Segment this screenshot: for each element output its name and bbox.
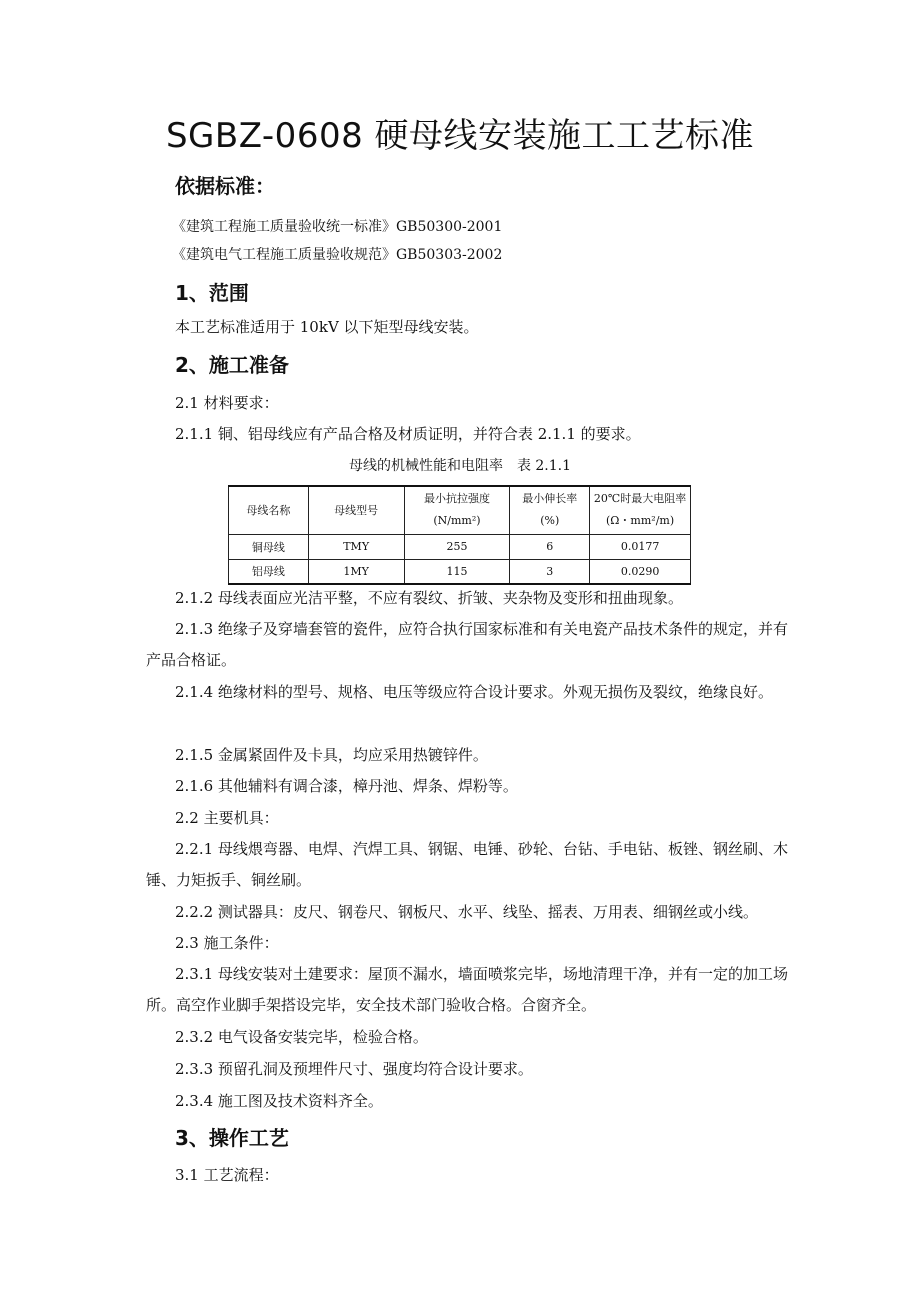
- table-cell: 铜母线: [229, 534, 309, 559]
- table-cell: 0.0290: [590, 559, 691, 584]
- para-2-3-2: 2.3.2 电气设备安装完毕，检验合格。: [175, 1028, 428, 1046]
- para-2-1-6: 2.1.6 其他辅料有调合漆，樟丹池、焊条、焊粉等。: [175, 777, 518, 795]
- mechanical-properties-table: [228, 485, 691, 585]
- header-busbar-name: 母线名称: [229, 486, 309, 534]
- para-2-2-1: 2.2.1 母线煨弯器、电焊、汽焊工具、钢锯、电锤、砂轮、台钻、手电钻、板锉、钢丝刷、木锤、力矩扳手、铜丝刷。: [146, 840, 788, 889]
- para-2-2-2: 2.2.2 测试器具：皮尺、钢卷尺、钢板尺、水平、线坠、摇表、万用表、细钢丝或小线。: [175, 903, 758, 921]
- para-2-1-3: 2.1.3 绝缘子及穿墙套管的瓷件，应符合执行国家标准和有关电瓷产品技术条件的规定，并有产品合格证。: [146, 620, 788, 669]
- header-resistivity: 20℃时最大电阻率 (Ω・mm²/m): [590, 486, 691, 534]
- section-1-heading: 1、范围: [175, 281, 249, 305]
- para-2-1: 2.1 材料要求：: [175, 394, 279, 412]
- para-3-1: 3.1 工艺流程：: [175, 1166, 279, 1184]
- header-elongation: 最小伸长率 (%): [510, 486, 590, 534]
- table-caption: 母线的机械性能和电阻率 表 2.1.1: [348, 458, 572, 474]
- para-2-1-1: 2.1.1 铜、铝母线应有产品合格及材质证明，并符合表 2.1.1 的要求。: [175, 425, 641, 443]
- basis-heading: 依据标准：: [175, 174, 275, 198]
- header-tensile-strength: 最小抗拉强度 (N/mm²): [404, 486, 510, 534]
- para-2-3-1: 2.3.1 母线安装对土建要求：屋顶不漏水，墙面喷浆完毕，场地清理干净，并有一定的加工场所。高空作业脚手架搭设完毕，安全技术部门验收合格。合窗齐全。: [146, 965, 788, 1014]
- table-cell: 255: [404, 534, 510, 559]
- section-2-heading: 2、施工准备: [175, 353, 289, 377]
- table-cell: TMY: [308, 534, 404, 559]
- table-cell: 1MY: [308, 559, 404, 584]
- para-2-3: 2.3 施工条件：: [175, 934, 279, 952]
- table-cell: 6: [510, 534, 590, 559]
- para-2-3-4: 2.3.4 施工图及技术资料齐全。: [175, 1092, 383, 1110]
- para-2-1-5: 2.1.5 金属紧固件及卡具，均应采用热镀锌件。: [175, 746, 488, 764]
- table-cell: 3: [510, 559, 590, 584]
- table-row: [229, 559, 691, 584]
- page-title: SGBZ-0608 硬母线安装施工工艺标准: [165, 116, 755, 156]
- basis-ref-2: 《建筑电气工程施工质量验收规范》GB50303-2002: [172, 247, 503, 263]
- table-cell: 铝母线: [229, 559, 309, 584]
- para-2-1-2: 2.1.2 母线表面应光洁平整，不应有裂纹、折皱、夹杂物及变形和扭曲现象。: [175, 589, 683, 607]
- table-cell: 115: [404, 559, 510, 584]
- para-2-1-4: 2.1.4 绝缘材料的型号、规格、电压等级应符合设计要求。外观无损伤及裂纹，绝缘良好。: [175, 683, 773, 701]
- section-3-heading: 3、操作工艺: [175, 1126, 289, 1150]
- para-2-3-3: 2.3.3 预留孔洞及预埋件尺寸、强度均符合设计要求。: [175, 1060, 533, 1078]
- basis-ref-1: 《建筑工程施工质量验收统一标准》GB50300-2001: [172, 219, 503, 235]
- section-1-text: 本工艺标准适用于 10kV 以下矩型母线安装。: [175, 318, 479, 336]
- table-cell: 0.0177: [590, 534, 691, 559]
- para-2-2: 2.2 主要机具：: [175, 809, 279, 827]
- table-row: [229, 534, 691, 559]
- header-busbar-model: 母线型号: [308, 486, 404, 534]
